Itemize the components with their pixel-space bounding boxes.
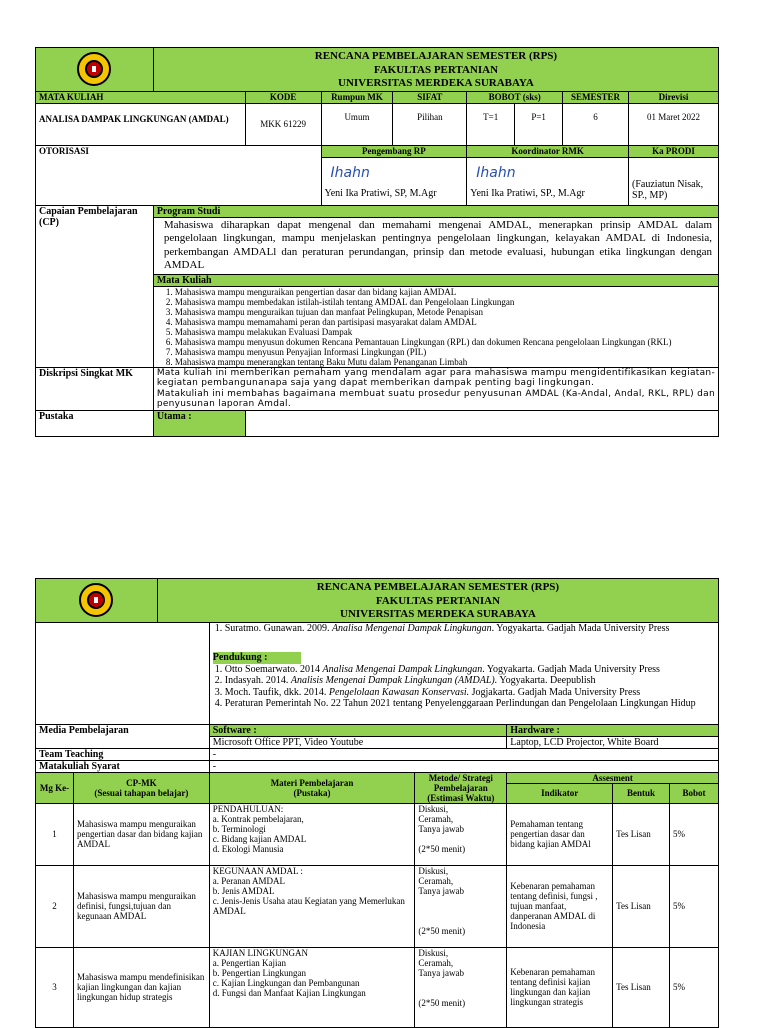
- prasyarat-value: -: [209, 760, 718, 772]
- col-sifat: SIFAT: [393, 91, 467, 103]
- logo-cell: [36, 579, 158, 623]
- cpmk-item: 2. Mahasiswa mampu membedakan istilah-istilah tentang AMDAL dan Pengelolaan Lingkungan: [175, 297, 715, 307]
- cpmk-list: [157, 287, 715, 367]
- row-form: Tes Lisan: [613, 803, 670, 865]
- koordinator-name: Yeni Ika Pratiwi, SP., M.Agr: [470, 187, 585, 199]
- team-teaching-value: -: [209, 748, 718, 760]
- materi-item: b. Jenis AMDAL: [212, 885, 275, 896]
- software-label: Software :: [209, 724, 507, 736]
- header-university: UNIVERSITAS MERDEKA SURABAYA: [338, 77, 534, 89]
- course-bobot-p: P=1: [515, 103, 563, 145]
- col-bentuk: Bentuk: [613, 783, 670, 803]
- row-weight: 5%: [670, 947, 719, 1027]
- row-indicator: Kebenaran pemahaman tentang definisi kajian lingkungan dan kajian lingkungan strategis: [507, 947, 613, 1027]
- col-bobot: Bobot: [670, 783, 719, 803]
- course-bobot-t: T=1: [467, 103, 515, 145]
- prasyarat-label: Matakuliah Syarat: [36, 760, 210, 772]
- course-rumpun: Umum: [321, 103, 393, 145]
- document-header: [157, 579, 718, 623]
- row-materi: KAJIAN LINGKUNGAN a. Pengertian Kajian b. Pengertian Lingkungan c. Kajian Lingkungan dan Pembangunan d. Fungsi dan Manfaat Kajian Lingkungan: [209, 947, 415, 1027]
- row-week: 1: [36, 803, 74, 865]
- header-faculty: FAKULTAS PERTANIAN: [375, 594, 501, 607]
- col-kode: KODE: [245, 91, 321, 103]
- kaprodi-label: Ka PRODI: [629, 145, 719, 157]
- course-sifat: Pilihan: [393, 103, 467, 145]
- table-row: [36, 947, 719, 1027]
- row-cpmk: Mahasiswa mampu mendefinisikan kajian lingkungan dan kajian lingkungan hidup strategis: [73, 947, 209, 1027]
- col-assessment: Assesment: [507, 772, 719, 783]
- pustaka-pendukung-item: 2. Indasyah. 2014. Analisis Mengenai Dampak Lingkungan (AMDAL). Yogyakarta. Deepublish: [225, 675, 715, 687]
- pustaka-content: [209, 622, 718, 724]
- cpmk-item: 8. Mahasiswa mampu menerangkan tentang Baku Mutu dalam Penanganan Limbah: [175, 357, 715, 367]
- koordinator-signature: Ihahn: [476, 164, 516, 181]
- koordinator-label: Koordinator RMK: [467, 145, 629, 157]
- materi-item: c. Jenis-Jenis Usaha atau Kegiatan yang Memerlukan AMDAL: [212, 895, 405, 916]
- deskripsi-line-1: Mata kuliah ini memberikan pemaham yang mendalam agar para mahasiswa mampu mengidentifikasikan kegiatan-kegiatan pembangunanapa saja yang dapat memberikan dampak penting bagi lingkungan.: [156, 367, 715, 388]
- rps-page-1: [35, 47, 719, 437]
- cpmk-item: 6. Mahasiswa mampu menyusun dokumen Rencana Pemantauan Lingkungan (RPL) dan dokumen Rencana pengelolaan Lingkungan (RKL): [175, 337, 715, 347]
- pengembang-signature: Ihahn: [330, 164, 370, 181]
- program-studi-text: Mahasiswa diharapkan dapat mengenal dan memahami mengenai AMDAL, menerapkan prinsip AMDAL dalam pengelolaan lingkungan, mampu menjelaskan pentingnya pengelolaan lingkungan, kelayakan AMDAL di Indonesia, perkembangan AMDALl dan peraturan perundangan, prinsip dan metode evaluasi, hubungan etika lingkungan dengan AMDAL: [153, 217, 718, 274]
- pengembang-signature-cell: [321, 157, 467, 205]
- pendukung-label: Pendukung :: [213, 652, 301, 664]
- header-title: RENCANA PEMBELAJARAN SEMESTER (RPS): [314, 50, 558, 62]
- row-indicator: Kebenaran pemahaman tentang definisi, fungsi , tujuan manfaat, danperanan AMDAL di Indonesia: [507, 865, 613, 947]
- mata-kuliah-label: Mata Kuliah: [153, 274, 718, 286]
- col-indikator: Indikator: [507, 783, 613, 803]
- university-seal-logo: [79, 583, 113, 617]
- kaprodi-name: (Fauziatun Nisak, SP., MP): [629, 157, 719, 205]
- row-week: 3: [36, 947, 74, 1027]
- materi-item: d. Ekologi Manusia: [212, 843, 284, 854]
- row-form: Tes Lisan: [613, 865, 670, 947]
- materi-item: b. Pengertian Lingkungan: [212, 967, 306, 978]
- row-cpmk: Mahasiswa mampu menguraikan definisi, fungsi,tujuan dan kegunaan AMDAL: [73, 865, 209, 947]
- materi-item: c. Bidang kajian AMDAL: [212, 833, 307, 844]
- pengembang-label: Pengembang RP: [321, 145, 467, 157]
- logo-cell: [36, 48, 154, 92]
- header-title: RENCANA PEMBELAJARAN SEMESTER (RPS): [316, 581, 560, 593]
- cpmk-list-cell: [153, 286, 718, 367]
- cpmk-item: 3. Mahasiswa mampu menguraikan tujuan dan manfaat Pelingkupan, Metode Penapisan: [175, 307, 715, 317]
- koordinator-signature-cell: [467, 157, 629, 205]
- pustaka-utama-item: 1. Suratmo. Gunawan. 2009. Analisa Mengenai Dampak Lingkungan. Yogyakarta. Gadjah Mada University Press: [225, 623, 715, 635]
- col-bobot: BOBOT (sks): [467, 91, 563, 103]
- header-faculty: FAKULTAS PERTANIAN: [373, 63, 499, 76]
- hardware-value: Laptop, LCD Projector, White Board: [507, 736, 719, 748]
- university-seal-logo: [77, 52, 111, 86]
- media-label: Media Pembelajaran: [36, 724, 210, 748]
- software-value: Microsoft Office PPT, Video Youtube: [209, 736, 507, 748]
- pustaka-utama-list: [213, 623, 715, 635]
- cp-label: Capaian Pembelajaran (CP): [36, 205, 154, 367]
- cpmk-item: 7. Mahasiswa mampu menyusun Penyajian Informasi Lingkungan (PIL): [175, 347, 715, 357]
- row-materi: PENDAHULUAN: a. Kontrak pembelajaran, b. Terminologi c. Bidang kajian AMDAL d. Ekologi Manusia: [209, 803, 415, 865]
- pustaka-label-cell: [36, 622, 210, 724]
- header-university: UNIVERSITAS MERDEKA SURABAYA: [340, 608, 536, 620]
- col-week: Mg Ke-: [36, 772, 74, 803]
- deskripsi-text: [153, 367, 718, 410]
- row-cpmk: Mahasiswa mampu menguraikan pengertian dasar dan bidang kajian AMDAL: [73, 803, 209, 865]
- col-cpmk: CP-MK (Sesuai tahapan belajar): [73, 772, 209, 803]
- row-weight: 5%: [670, 865, 719, 947]
- document-header: [153, 48, 718, 92]
- materi-item: c. Kajian Lingkungan dan Pembangunan: [212, 977, 360, 988]
- row-indicator: Pemahaman tentang pengertian dasar dan bidang kajian AMDAl: [507, 803, 613, 865]
- row-method: Diskusi, Ceramah, Tanya jawab (2*50 menit): [415, 865, 507, 947]
- row-materi: KEGUNAAN AMDAL : a. Peranan AMDAL b. Jenis AMDAL c. Jenis-Jenis Usaha atau Kegiatan yang Memerlukan AMDAL: [209, 865, 415, 947]
- col-direvisi: Direvisi: [629, 91, 719, 103]
- materi-item: a. Kontrak pembelajaran,: [212, 813, 304, 824]
- rps-page-2: [35, 578, 719, 1028]
- row-weight: 5%: [670, 803, 719, 865]
- course-revised: 01 Maret 2022: [629, 103, 719, 145]
- row-form: Tes Lisan: [613, 947, 670, 1027]
- materi-item: d. Fungsi dan Manfaat Kajian Lingkungan: [212, 987, 366, 998]
- table-row: [36, 803, 719, 865]
- course-code: MKK 61229: [245, 103, 321, 145]
- pustaka-pendukung-item: 3. Moch. Taufik, dkk. 2014. Pengelolaan Kawasan Konservasi. Jogjakarta. Gadjah Mada University Press: [225, 687, 715, 699]
- team-teaching-label: Team Teaching: [36, 748, 210, 760]
- pustaka-pendukung-item: 1. Otto Soemarwato. 2014 Analisa Mengenai Dampak Lingkungan. Yogyakarta. Gadjah Mada University Press: [225, 664, 715, 676]
- course-semester: 6: [563, 103, 629, 145]
- row-week: 2: [36, 865, 74, 947]
- col-materi: Materi Pembelajaran (Pustaka): [209, 772, 415, 803]
- deskripsi-line-2: Matakuliah ini membahas bagaimana membuat suatu prosedur penyusunan AMDAL (Ka-Andal, Andal, RKL, RPL) dan penyusunan laporan Amdal.: [156, 388, 715, 409]
- col-semester: SEMESTER: [563, 91, 629, 103]
- materi-item: a. Peranan AMDAL: [212, 875, 285, 886]
- col-rumpun: Rumpun MK: [321, 91, 393, 103]
- pustaka-utama-label: Utama :: [153, 410, 245, 436]
- program-studi-label: Program Studi: [153, 205, 718, 217]
- deskripsi-label: Diskripsi Singkat MK: [36, 367, 154, 410]
- col-mata-kuliah: MATA KULIAH: [36, 91, 246, 103]
- pustaka-empty-cell: [245, 410, 718, 436]
- materi-item: b. Terminologi: [212, 823, 266, 834]
- materi-item: a. Pengertian Kajian: [212, 957, 286, 968]
- pustaka-pendukung-list: [213, 664, 715, 710]
- col-metode: Metode/ Strategi Pembelajaran (Estimasi Waktu): [415, 772, 507, 803]
- otorisasi-label: OTORISASI: [36, 145, 322, 205]
- hardware-label: Hardware :: [507, 724, 719, 736]
- cpmk-item: 4. Mahasiswa mampu memamahami peran dan partisipasi masyarakat dalam AMDAL: [175, 317, 715, 327]
- pengembang-name: Yeni Ika Pratiwi, SP, M.Agr: [324, 187, 437, 199]
- course-name: ANALISA DAMPAK LINGKUNGAN (AMDAL): [36, 103, 246, 145]
- cpmk-item: 1. Mahasiswa mampu menguraikan pengertian dasar dan bidang kajian AMDAL: [175, 287, 715, 297]
- table-row: [36, 865, 719, 947]
- pustaka-label: Pustaka: [36, 410, 154, 436]
- row-method: Diskusi, Ceramah, Tanya jawab (2*50 menit): [415, 803, 507, 865]
- pustaka-pendukung-item: 4. Peraturan Pemerintah No. 22 Tahun 2021 tentang Penyelenggaraan Perlindungan dan Pengelolaan Lingkungan Hidup: [225, 698, 715, 710]
- row-method: Diskusi, Ceramah, Tanya jawab (2*50 menit): [415, 947, 507, 1027]
- cpmk-item: 5. Mahasiswa mampu melakukan Evaluasi Dampak: [175, 327, 715, 337]
